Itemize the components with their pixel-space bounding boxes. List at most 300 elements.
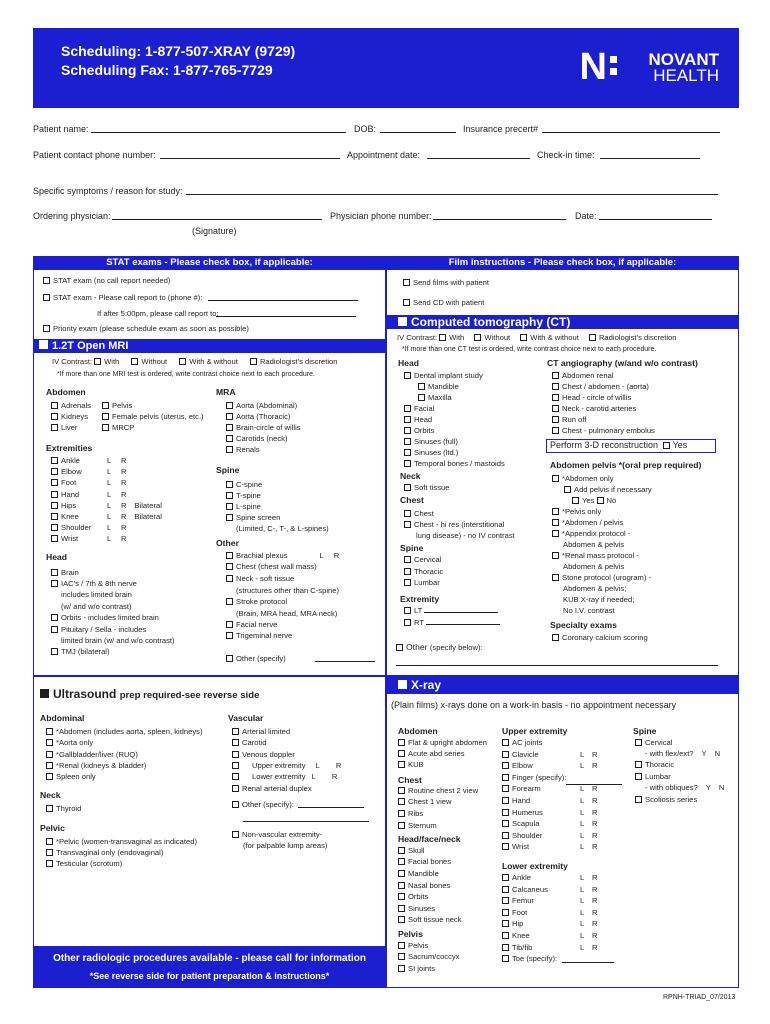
mri-extremities: Extremities: [46, 443, 93, 453]
checkbox-icon: [398, 810, 405, 817]
film-title: Film instructions - Please check box, if applicable:: [386, 256, 739, 270]
stat-c: If after 5:00pm, please call report to:: [97, 309, 219, 318]
mra-2[interactable]: Aorta (Thoracic): [226, 412, 290, 421]
checkbox-icon: [552, 394, 559, 401]
mri-o6: (Brain, MRA head, MRA neck): [236, 609, 338, 618]
mri-spine-4[interactable]: Spine screen: [226, 513, 280, 522]
mri-contrast: IV Contrast: With Without With & without Radiologist’s discretion: [52, 357, 338, 366]
checkbox-icon: [502, 797, 509, 804]
checkbox-icon: [46, 751, 53, 758]
mri-spine-1[interactable]: C-spine: [226, 480, 262, 489]
mri-o1[interactable]: Brachial plexus L R: [226, 551, 339, 560]
ct-h5[interactable]: Head: [404, 415, 432, 424]
checkbox-icon: [572, 497, 579, 504]
us-a1[interactable]: *Abdomen (includes aorta, spleen, kidneys): [46, 727, 202, 736]
ct-x1[interactable]: LT: [404, 606, 422, 615]
mra-5[interactable]: Renals: [226, 445, 260, 454]
ct-sp3[interactable]: Lumbar: [404, 578, 440, 587]
mri-spine-3[interactable]: L-spine: [226, 502, 261, 511]
ct-a2[interactable]: Chest / abdomen - (aorta): [552, 382, 649, 391]
mri-ext-2[interactable]: Elbow L R: [51, 467, 126, 476]
checkbox-icon[interactable]: [179, 358, 186, 365]
mri-ext-7[interactable]: Shoulder L R: [51, 523, 126, 532]
ct-ap: Abdomen pelvis *(oral prep required): [550, 460, 702, 470]
checkbox-icon: [398, 882, 405, 889]
checkbox-icon: [398, 858, 405, 865]
us-p1[interactable]: *Pelvic (women-transvaginal as indicated): [46, 837, 197, 846]
ct-extremity: Extremity: [400, 594, 440, 604]
checkbox-icon[interactable]: [520, 334, 527, 341]
checkbox-icon: [226, 655, 233, 662]
ct-h7[interactable]: Sinuses (full): [404, 437, 458, 446]
checkbox-icon: [51, 413, 58, 420]
mri-h2[interactable]: IAC’s / 7th & 8th nerve: [51, 579, 137, 588]
ct-p3[interactable]: Yes No: [572, 496, 616, 505]
xr-h3[interactable]: Mandible: [398, 869, 439, 878]
ct-h6[interactable]: Orbits: [404, 426, 434, 435]
checkbox-icon: [232, 739, 239, 746]
physphone-field[interactable]: [433, 219, 566, 220]
xr-h4[interactable]: Nasal bones: [398, 881, 450, 890]
ct-p10: Abdomen & pelvis: [563, 562, 625, 571]
ct-recon[interactable]: Perform 3-D reconstruction Yes: [546, 439, 716, 453]
ct-c1[interactable]: Chest: [404, 509, 434, 518]
ct-specialty: Specialty exams: [550, 620, 617, 630]
mri-h5[interactable]: Orbits - includes limited brain: [51, 613, 159, 622]
xr-s3[interactable]: Thoracic: [635, 760, 674, 769]
ct-neck: Neck: [400, 471, 421, 481]
xr-h5[interactable]: Orbits: [398, 892, 428, 901]
checkbox-icon: [232, 762, 239, 769]
checkbox-icon[interactable]: [131, 358, 138, 365]
checkbox-icon: [226, 402, 233, 409]
square-icon: [398, 680, 407, 689]
ct-p6[interactable]: *Abdomen / pelvis: [552, 518, 623, 527]
xr-ue-6[interactable]: Hand L R: [502, 796, 622, 805]
checkbox-icon: [502, 843, 509, 850]
signature-label: (Signature): [192, 226, 237, 236]
mri-h6[interactable]: Pituitary / Sella - includes: [51, 625, 146, 634]
xr-ue-2[interactable]: Clavicle L R: [502, 750, 622, 759]
checkbox-icon: [502, 920, 509, 927]
ct-p14: No I.V. contrast: [563, 606, 615, 615]
mri-ext-3[interactable]: Foot L R: [51, 478, 126, 487]
us-vascular: Vascular: [228, 713, 264, 723]
after5-field[interactable]: [216, 316, 356, 317]
checkbox-icon: [502, 762, 509, 769]
us-other-field[interactable]: [298, 807, 364, 808]
mri-liver[interactable]: Liver: [51, 423, 77, 432]
checkbox-icon: [502, 897, 509, 904]
checkin-field[interactable]: [600, 158, 700, 159]
checkbox-icon: [51, 648, 58, 655]
ct-sp[interactable]: Coronary calcium scoring: [552, 633, 648, 642]
us-abdominal: Abdominal: [40, 713, 85, 723]
us-a4[interactable]: *Renal (kidneys & bladder): [46, 761, 146, 770]
checkbox-icon: [502, 774, 509, 781]
mri-kidneys[interactable]: Kidneys: [51, 412, 88, 421]
us-v6[interactable]: Renal arterial duplex: [232, 784, 312, 793]
xr-s5: - with obliques? Y N: [645, 783, 725, 792]
ct-a4[interactable]: Neck - carotid arteries: [552, 404, 636, 413]
mri-ext-5[interactable]: Hips L R Bilateral: [51, 501, 162, 510]
checkbox-icon: [502, 944, 509, 951]
xr-s6[interactable]: Scoliosis series: [635, 795, 697, 804]
date-label: Date:: [575, 211, 597, 221]
checkbox-icon: [404, 438, 411, 445]
checkbox-icon: [46, 762, 53, 769]
mra-3[interactable]: Brain-circle of willis: [226, 423, 301, 432]
mri-h4: (w/ and w/o contrast): [61, 602, 132, 611]
checkbox-icon: [502, 932, 509, 939]
square-icon: [39, 340, 48, 349]
xr-pv2[interactable]: Sacrum/coccyx: [398, 952, 459, 961]
ct-h9[interactable]: Temporal bones / mastoids: [404, 459, 505, 468]
ct-n1[interactable]: Soft tissue: [404, 483, 449, 492]
checkbox-icon: [502, 955, 509, 962]
checkbox-icon: [51, 535, 58, 542]
checkbox-icon: [398, 870, 405, 877]
xray-abd: Abdomen: [398, 726, 438, 736]
us-neck: Neck: [40, 790, 61, 800]
ct-a1[interactable]: Abdomen renal: [552, 371, 614, 380]
checkbox-icon: [232, 773, 239, 780]
logo-word-2: HEALTH: [653, 66, 719, 85]
ct-title: Computed tomography (CT): [386, 315, 739, 329]
checkbox-icon: [226, 424, 233, 431]
ct-h3[interactable]: Maxilla: [418, 393, 452, 402]
mri-mrcp[interactable]: MRCP: [102, 423, 134, 432]
xr-le-3[interactable]: Femur L R: [502, 896, 622, 905]
xr-pv1[interactable]: Pelvis: [398, 941, 428, 950]
checkbox-icon[interactable]: [474, 334, 481, 341]
ct-other[interactable]: Other (specify below):: [396, 643, 483, 652]
xr-ue-9[interactable]: Shoulder L R: [502, 831, 622, 840]
ct-sp1[interactable]: Cervical: [404, 555, 441, 564]
mri-o3[interactable]: Neck - soft tissue: [226, 574, 294, 583]
checkbox-icon: [232, 831, 239, 838]
phone-label: Patient contact phone number:: [33, 150, 156, 160]
xr-le-8[interactable]: Toe (specify):: [502, 954, 622, 963]
checkbox-icon: [418, 383, 425, 390]
ordering-field[interactable]: [112, 219, 322, 220]
us-other-field-2[interactable]: [243, 821, 369, 822]
ultrasound-section: [33, 676, 386, 988]
checkbox-icon: [502, 909, 509, 916]
xr-a3[interactable]: KUB: [398, 760, 424, 769]
mri-other-field[interactable]: [315, 661, 375, 662]
xr-c4[interactable]: Sternum: [398, 821, 437, 830]
xr-le-4[interactable]: Foot L R: [502, 908, 622, 917]
checkbox-icon: [43, 277, 50, 284]
checkbox-icon: [226, 575, 233, 582]
symptoms-field[interactable]: [186, 194, 718, 195]
xr-ue-4[interactable]: Finger (specify):: [502, 773, 622, 782]
xray-title: X-ray: [386, 676, 739, 694]
checkbox-icon: [398, 787, 405, 794]
xr-le-1[interactable]: Ankle L R: [502, 873, 622, 882]
xray-ue: Upper extremity: [502, 726, 568, 736]
checkbox-icon: [502, 832, 509, 839]
xr-le-2[interactable]: Calcaneus L R: [502, 885, 622, 894]
mri-mra: MRA: [216, 387, 236, 397]
xr-s1[interactable]: Cervical: [635, 738, 672, 747]
checkbox-icon: [404, 460, 411, 467]
us-v9: (for palpable lump areas): [243, 841, 328, 850]
toe-field[interactable]: [562, 962, 614, 963]
xr-s2: - with flex/ext? Y N: [645, 749, 721, 758]
appt-label: Appointment date:: [347, 150, 421, 160]
mri-o7[interactable]: Facial nerve: [226, 620, 277, 629]
checkbox-icon: [398, 905, 405, 912]
checkbox-icon: [403, 299, 410, 306]
checkbox-icon: [635, 773, 642, 780]
ct-p5[interactable]: *Pelvis only: [552, 507, 601, 516]
xr-ue-8[interactable]: Scapula L R: [502, 819, 622, 828]
xr-h1[interactable]: Skull: [398, 846, 424, 855]
checkin-label: Check-in time:: [537, 150, 595, 160]
checkbox-icon: [663, 442, 670, 449]
finger-field[interactable]: [566, 784, 622, 785]
checkbox-icon: [502, 785, 509, 792]
checkbox-icon: [398, 916, 405, 923]
us-v1[interactable]: Arterial limited: [232, 727, 290, 736]
scheduling-phone: Scheduling: 1-877-507-XRAY (9729): [61, 43, 296, 59]
ct-p11[interactable]: Stone protocol (urogram) -: [552, 573, 651, 582]
xr-c2[interactable]: Chest 1 view: [398, 797, 451, 806]
us-v5[interactable]: Lower extremity L R: [232, 772, 337, 781]
xr-c3[interactable]: Ribs: [398, 809, 423, 818]
patient-name-label: Patient name:: [33, 124, 89, 134]
film-a[interactable]: Send films with patient: [403, 278, 489, 287]
appt-field[interactable]: [427, 158, 530, 159]
checkbox-icon: [51, 402, 58, 409]
checkbox-icon: [226, 481, 233, 488]
checkbox-icon: [51, 513, 58, 520]
xr-pv3[interactable]: SI joints: [398, 964, 435, 973]
us-v2[interactable]: Carotid: [232, 738, 266, 747]
checkbox-icon[interactable]: [94, 358, 101, 365]
checkbox-icon: [226, 435, 233, 442]
xr-ue-1[interactable]: AC joints: [502, 738, 622, 747]
ct-head: Head: [398, 358, 420, 368]
mri-female-pelvis[interactable]: Female pelvis (uterus, etc.): [102, 412, 204, 421]
us-v7[interactable]: Other (specify):: [232, 800, 294, 809]
checkbox-icon: [502, 820, 509, 827]
mri-spine-2[interactable]: T-spine: [226, 491, 261, 500]
checkbox-icon: [46, 739, 53, 746]
stat-b[interactable]: STAT exam - Please call report to (phone #):: [43, 293, 202, 302]
mri-title: 1.2T Open MRI: [33, 339, 386, 353]
checkbox-icon: [404, 510, 411, 517]
mri-ext-8[interactable]: Wrist L R: [51, 534, 126, 543]
ct-a3[interactable]: Head - circle of willis: [552, 393, 631, 402]
mri-h7: limited brain (w/ and w/o contrast): [61, 636, 175, 645]
header-banner: [33, 28, 739, 108]
ct-a6[interactable]: Chest - pulmonary embolus: [552, 426, 655, 435]
checkbox-icon[interactable]: [589, 334, 596, 341]
checkbox-icon: [232, 801, 239, 808]
ct-a5[interactable]: Run off: [552, 415, 586, 424]
film-b[interactable]: Send CD with patient: [403, 298, 484, 307]
checkbox-icon: [502, 739, 509, 746]
mri-h1[interactable]: Brain: [51, 568, 79, 577]
xr-h2[interactable]: Facial bones: [398, 857, 451, 866]
insurance-field[interactable]: [542, 132, 720, 133]
logo-mark: N: [579, 46, 607, 88]
xr-ue-7[interactable]: Humerus L R: [502, 808, 622, 817]
mri-o5[interactable]: Stroke protocol: [226, 597, 287, 606]
xray-note: (Plain films) x-rays done on a work-in basis - no appointment necessary: [391, 700, 677, 710]
ct-p1[interactable]: *Abdomen only: [552, 474, 614, 483]
ct-p13: KUB X-ray if needed;: [563, 595, 635, 604]
checkbox-icon: [552, 383, 559, 390]
checkbox-icon: [552, 372, 559, 379]
ct-p7[interactable]: *Appendix protocol -: [552, 529, 630, 538]
checkbox-icon: [398, 750, 405, 757]
square-icon: [40, 689, 49, 698]
stat-title: STAT exams - Please check box, if applicable:: [33, 256, 386, 270]
checkbox-icon: [552, 405, 559, 412]
mra-1[interactable]: Aorta (Abdominal): [226, 401, 297, 410]
checkbox-icon: [51, 457, 58, 464]
checkbox-icon: [43, 325, 50, 332]
ct-h2[interactable]: Mandible: [418, 382, 459, 391]
xr-h6[interactable]: Sinuses: [398, 904, 435, 913]
ct-p9[interactable]: *Renal mass protocol -: [552, 551, 639, 560]
ct-lt-field[interactable]: [424, 612, 498, 613]
checkbox-icon: [404, 556, 411, 563]
ct-p2[interactable]: Add pelvis if necessary: [564, 485, 652, 494]
checkbox-icon: [502, 874, 509, 881]
stat-d[interactable]: Priority exam (please schedule exam as soon as possible): [43, 324, 249, 333]
checkbox-icon: [51, 468, 58, 475]
checkbox-icon: [51, 424, 58, 431]
mri-o9[interactable]: Other (specify): [226, 654, 286, 663]
xr-a2[interactable]: Acute abd series: [398, 749, 465, 758]
phone-field[interactable]: [160, 158, 340, 159]
us-p2[interactable]: Transvaginal only (endovaginal): [46, 848, 163, 857]
checkbox-icon: [404, 607, 411, 614]
checkbox-icon: [51, 569, 58, 576]
us-v4[interactable]: Upper extremity L R: [232, 761, 341, 770]
xray-hfn: Head/face/neck: [398, 834, 461, 844]
us-a2[interactable]: *Aorta only: [46, 738, 93, 747]
mri-o8[interactable]: Trigeminal nerve: [226, 631, 292, 640]
xr-h7[interactable]: Soft tissue neck: [398, 915, 462, 924]
checkbox-icon: [226, 621, 233, 628]
xr-le-5[interactable]: Hip L R: [502, 919, 622, 928]
square-icon: [398, 317, 407, 326]
mri-o2[interactable]: Chest (chest wall mass): [226, 562, 317, 571]
checkbox-icon: [102, 402, 109, 409]
checkbox-icon: [102, 424, 109, 431]
us-title: Ultrasound prep required-see reverse side: [40, 687, 259, 703]
mri-abdomen: Abdomen: [46, 387, 86, 397]
checkbox-icon: [398, 893, 405, 900]
checkbox-icon: [51, 502, 58, 509]
checkbox-icon: [51, 524, 58, 531]
xr-le-6[interactable]: Knee L R: [502, 931, 622, 940]
dob-label: DOB:: [354, 124, 377, 134]
ct-spine: Spine: [400, 543, 424, 553]
checkbox-icon: [398, 847, 405, 854]
ct-x2[interactable]: RT: [404, 618, 424, 627]
us-n1[interactable]: Thyroid: [46, 804, 81, 813]
date-field[interactable]: [599, 219, 712, 220]
mri-ext-6[interactable]: Knee L R Bilateral: [51, 512, 162, 521]
checkbox-icon[interactable]: [250, 358, 257, 365]
ct-angio: CT angiography (w/and w/o contrast): [547, 358, 698, 368]
mri-adrenals[interactable]: Adrenals: [51, 401, 91, 410]
checkbox-icon: [51, 491, 58, 498]
checkbox-icon: [635, 796, 642, 803]
mra-4[interactable]: Carotids (neck): [226, 434, 287, 443]
xr-ue-5[interactable]: Forearm L R: [502, 784, 622, 793]
xr-ue-3[interactable]: Elbow L R: [502, 761, 622, 770]
ct-h4[interactable]: Facial: [404, 404, 434, 413]
ct-note: *If more than one CT test is ordered, write contrast choice next to each procedure.: [402, 346, 657, 353]
checkbox-icon: [226, 563, 233, 570]
checkbox-icon: [398, 822, 405, 829]
footer-b: *See reverse side for patient preparation & instructions*: [89, 971, 330, 981]
checkbox-icon: [404, 405, 411, 412]
checkbox-icon: [46, 849, 53, 856]
ct-sp2[interactable]: Thoracic: [404, 567, 443, 576]
xr-c1[interactable]: Routine chest 2 view: [398, 786, 478, 795]
checkbox-icon: [404, 568, 411, 575]
mri-ext-1[interactable]: Ankle L R: [51, 456, 126, 465]
us-v8[interactable]: Non-vascular extremity-: [232, 830, 322, 839]
xr-a1[interactable]: Flat & upright abdomen: [398, 738, 487, 747]
checkbox-icon: [552, 519, 559, 526]
mri-ext-4[interactable]: Hand L R: [51, 490, 126, 499]
us-p3[interactable]: Testicular (scrotum): [46, 859, 122, 868]
patient-name-field[interactable]: [91, 132, 346, 133]
ct-c2[interactable]: Chest - hi res (interstitional: [404, 520, 504, 529]
checkbox-icon: [418, 394, 425, 401]
ct-h1[interactable]: Dental implant study: [404, 371, 483, 380]
ct-h8[interactable]: Sinuses (ltd.): [404, 448, 458, 457]
stat-a[interactable]: STAT exam (no call report needed): [43, 276, 170, 285]
checkbox-icon: [51, 614, 58, 621]
ct-rt-field[interactable]: [426, 624, 500, 625]
checkbox-icon: [552, 530, 559, 537]
mri-pelvis[interactable]: Pelvis: [102, 401, 132, 410]
mri-head: Head: [46, 552, 68, 562]
us-v3[interactable]: Venous doppler: [232, 750, 295, 759]
xr-ue-10[interactable]: Wrist L R: [502, 842, 622, 851]
us-a5[interactable]: Spleen only: [46, 772, 96, 781]
checkbox-icon: [404, 521, 411, 528]
insurance-label: Insurance precert#: [463, 124, 539, 134]
checkbox-icon: [46, 860, 53, 867]
scheduling-fax: Scheduling Fax: 1-877-765-7729: [61, 62, 273, 78]
stat-phone-field[interactable]: [208, 300, 358, 301]
checkbox-icon: [502, 751, 509, 758]
ct-contrast: IV Contrast: With Without With & without Radiologist’s discretion: [397, 333, 677, 342]
checkbox-icon: [232, 728, 239, 735]
us-a3[interactable]: *Gallbladder/liver (RUQ): [46, 750, 138, 759]
mri-h8[interactable]: TMJ (bilateral): [51, 647, 110, 656]
checkbox-icon[interactable]: [439, 334, 446, 341]
xr-s4[interactable]: Lumbar: [635, 772, 671, 781]
checkbox-icon: [226, 552, 233, 559]
xr-le-7[interactable]: Tib/fib L R: [502, 943, 622, 952]
checkbox-icon: [398, 953, 405, 960]
dob-field[interactable]: [380, 132, 456, 133]
ct-other-field[interactable]: [396, 665, 718, 666]
